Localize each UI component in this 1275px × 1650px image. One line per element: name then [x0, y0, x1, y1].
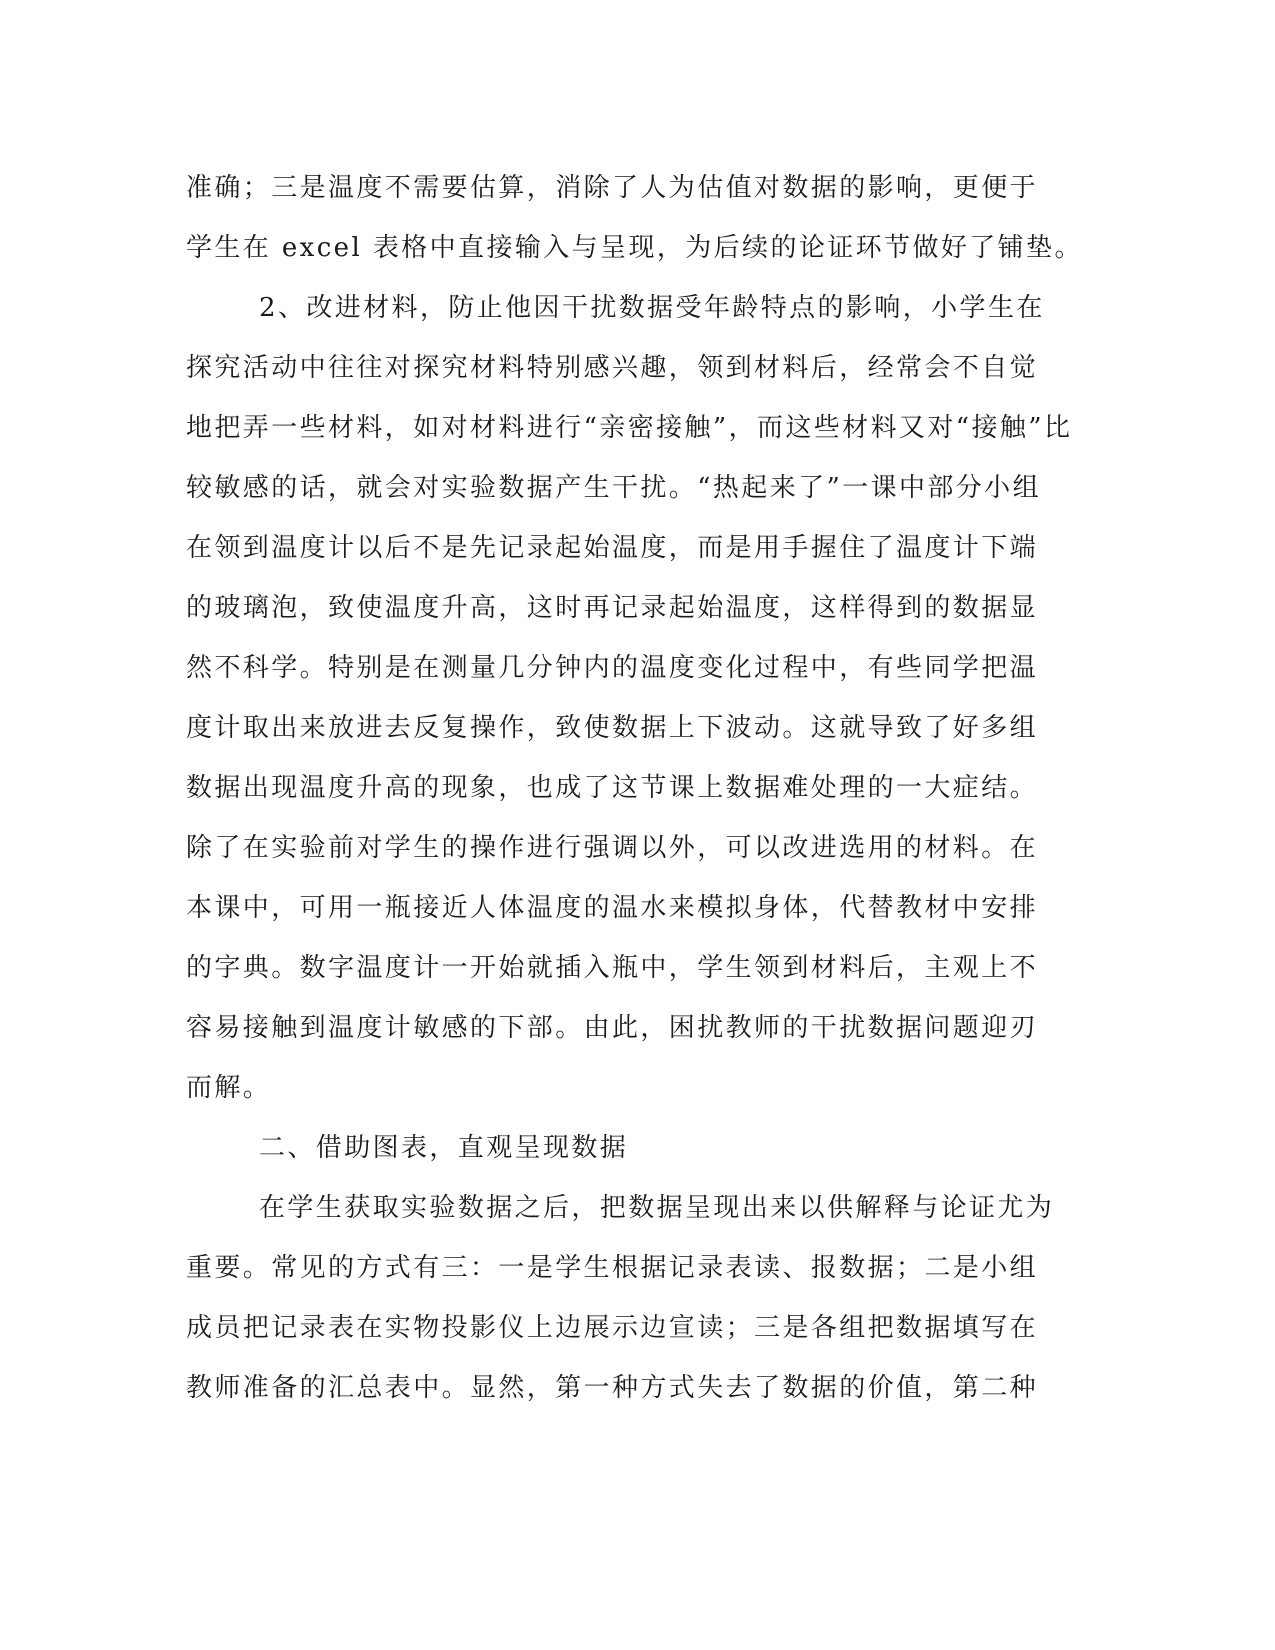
paragraph-start-line: 2、改进材料，防止他因干扰数据受年龄特点的影响，小学生在 — [259, 293, 1045, 323]
text-line: 教师准备的汇总表中。显然，第一种方式失去了数据的价值，第二种 — [186, 1373, 1039, 1403]
paragraph-start-line: 在学生获取实验数据之后，把数据呈现出来以供解释与论证尤为 — [259, 1193, 1055, 1223]
text-line: 然不科学。特别是在测量几分钟内的温度变化过程中，有些同学把温 — [186, 653, 1039, 683]
text-line: 除了在实验前对学生的操作进行强调以外，可以改进选用的材料。在 — [186, 833, 1039, 863]
text-line: 准确；三是温度不需要估算，消除了人为估值对数据的影响，更便于 — [186, 173, 1039, 203]
text-line: 学生在 excel 表格中直接输入与呈现，为后续的论证环节做好了铺垫。 — [186, 233, 1083, 263]
text-line: 成员把记录表在实物投影仪上边展示边宣读；三是各组把数据填写在 — [186, 1313, 1039, 1343]
text-line: 的玻璃泡，致使温度升高，这时再记录起始温度，这样得到的数据显 — [186, 593, 1039, 623]
text-line: 度计取出来放进去反复操作，致使数据上下波动。这就导致了好多组 — [186, 713, 1039, 743]
text-line: 重要。常见的方式有三：一是学生根据记录表读、报数据；二是小组 — [186, 1253, 1039, 1283]
text-line: 本课中，可用一瓶接近人体温度的温水来模拟身体，代替教材中安排 — [186, 893, 1039, 923]
text-line: 的字典。数字温度计一开始就插入瓶中，学生领到材料后，主观上不 — [186, 953, 1039, 983]
body-text — [186, 158, 1086, 1418]
section-heading: 二、借助图表，直观呈现数据 — [259, 1133, 629, 1163]
text-line: 在领到温度计以后不是先记录起始温度，而是用手握住了温度计下端 — [186, 533, 1039, 563]
text-line: 而解。 — [186, 1073, 272, 1103]
text-line: 较敏感的话，就会对实验数据产生干扰。“热起来了”一课中部分小组 — [186, 473, 1041, 503]
text-line: 地把弄一些材料，如对材料进行“亲密接触”，而这些材料又对“接触”比 — [186, 413, 1073, 443]
text-line: 探究活动中往往对探究材料特别感兴趣，领到材料后，经常会不自觉 — [186, 353, 1039, 383]
text-line: 容易接触到温度计敏感的下部。由此，困扰教师的干扰数据问题迎刃 — [186, 1013, 1039, 1043]
text-line: 数据出现温度升高的现象，也成了这节课上数据难处理的一大症结。 — [186, 773, 1039, 803]
